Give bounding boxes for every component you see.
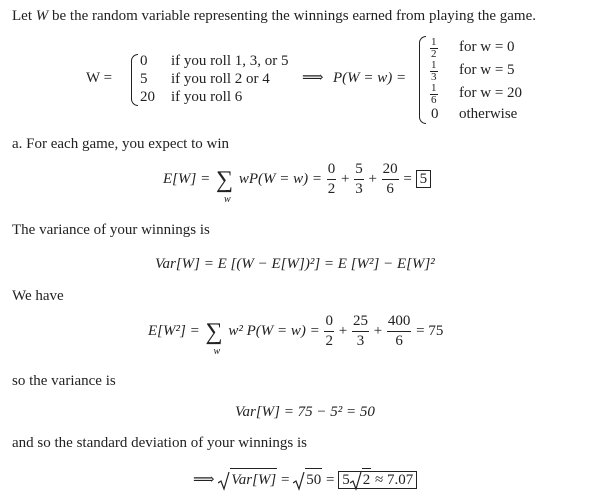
pmf-frac-1: $\frac{1}{2}$: [431, 36, 437, 60]
pmf-value-4: 0: [431, 106, 439, 122]
sd-equation: ⟹ Var[W] = 50 = 5 2 ≈ 7.07: [193, 468, 417, 491]
case-value-3: 20: [140, 89, 155, 105]
answer-box: 5: [416, 170, 432, 188]
case-cond-3: if you roll 6: [171, 89, 243, 105]
pmf-cond-4: otherwise: [459, 106, 518, 122]
pmf-cond-1: for w = 0: [459, 39, 515, 55]
variance-text: The variance of your winnings is: [12, 222, 210, 238]
case-value-2: 5: [140, 71, 148, 87]
variance-formula: Var[W] = E [(W − E[W])²] = E [W²] − E[W]²: [155, 256, 435, 272]
var-w: W: [35, 8, 49, 24]
w-definition-lhs: W =: [86, 70, 113, 86]
sd-text: and so the standard deviation of your winnings is: [12, 435, 307, 451]
case-cond-1: if you roll 1, 3, or 5: [171, 53, 289, 69]
case-value-1: 0: [140, 53, 148, 69]
sum-icon: ∑ w: [215, 166, 234, 205]
pmf-cond-2: for w = 5: [459, 62, 515, 78]
intro-line: Let W be the random variable representing the winnings earned from playing the game.: [12, 8, 536, 24]
pmf-lhs: P(W = w) =: [333, 70, 407, 86]
sqrt-icon: [293, 471, 305, 491]
pmf-frac-2: $\frac{1}{3}$: [431, 59, 437, 83]
pmf-frac-3: $\frac{1}{6}$: [431, 82, 437, 106]
ew2-equation: E[W²] = ∑ w w² P(W = w) = $\frac{0}{2}$ + $\frac{25}{3}$ + $\frac{400}{6}$ = 75: [148, 313, 444, 357]
variance-result: Var[W] = 75 − 5² = 50: [235, 404, 375, 420]
part-a-text: a. For each game, you expect to win: [12, 136, 230, 152]
sqrt-icon: [218, 471, 230, 491]
case-cond-2: if you roll 2 or 4: [171, 71, 270, 87]
left-brace-icon: [131, 54, 138, 106]
sqrt-icon: [350, 471, 362, 491]
we-have-text: We have: [12, 288, 64, 304]
implies-arrow: ⟹: [302, 70, 324, 86]
so-variance-text: so the variance is: [12, 373, 116, 389]
pmf-cond-3: for w = 20: [459, 85, 523, 101]
expectation-equation: E[W] = ∑ w wP(W = w) = $\frac{0}{2}$ + $\frac{5}{3}$ + $\frac{20}{6}$ = 5: [163, 162, 431, 197]
sum-icon: ∑ w: [205, 318, 223, 357]
sd-answer-box: 5 2 ≈ 7.07: [338, 471, 417, 489]
left-brace-icon: [419, 36, 426, 124]
